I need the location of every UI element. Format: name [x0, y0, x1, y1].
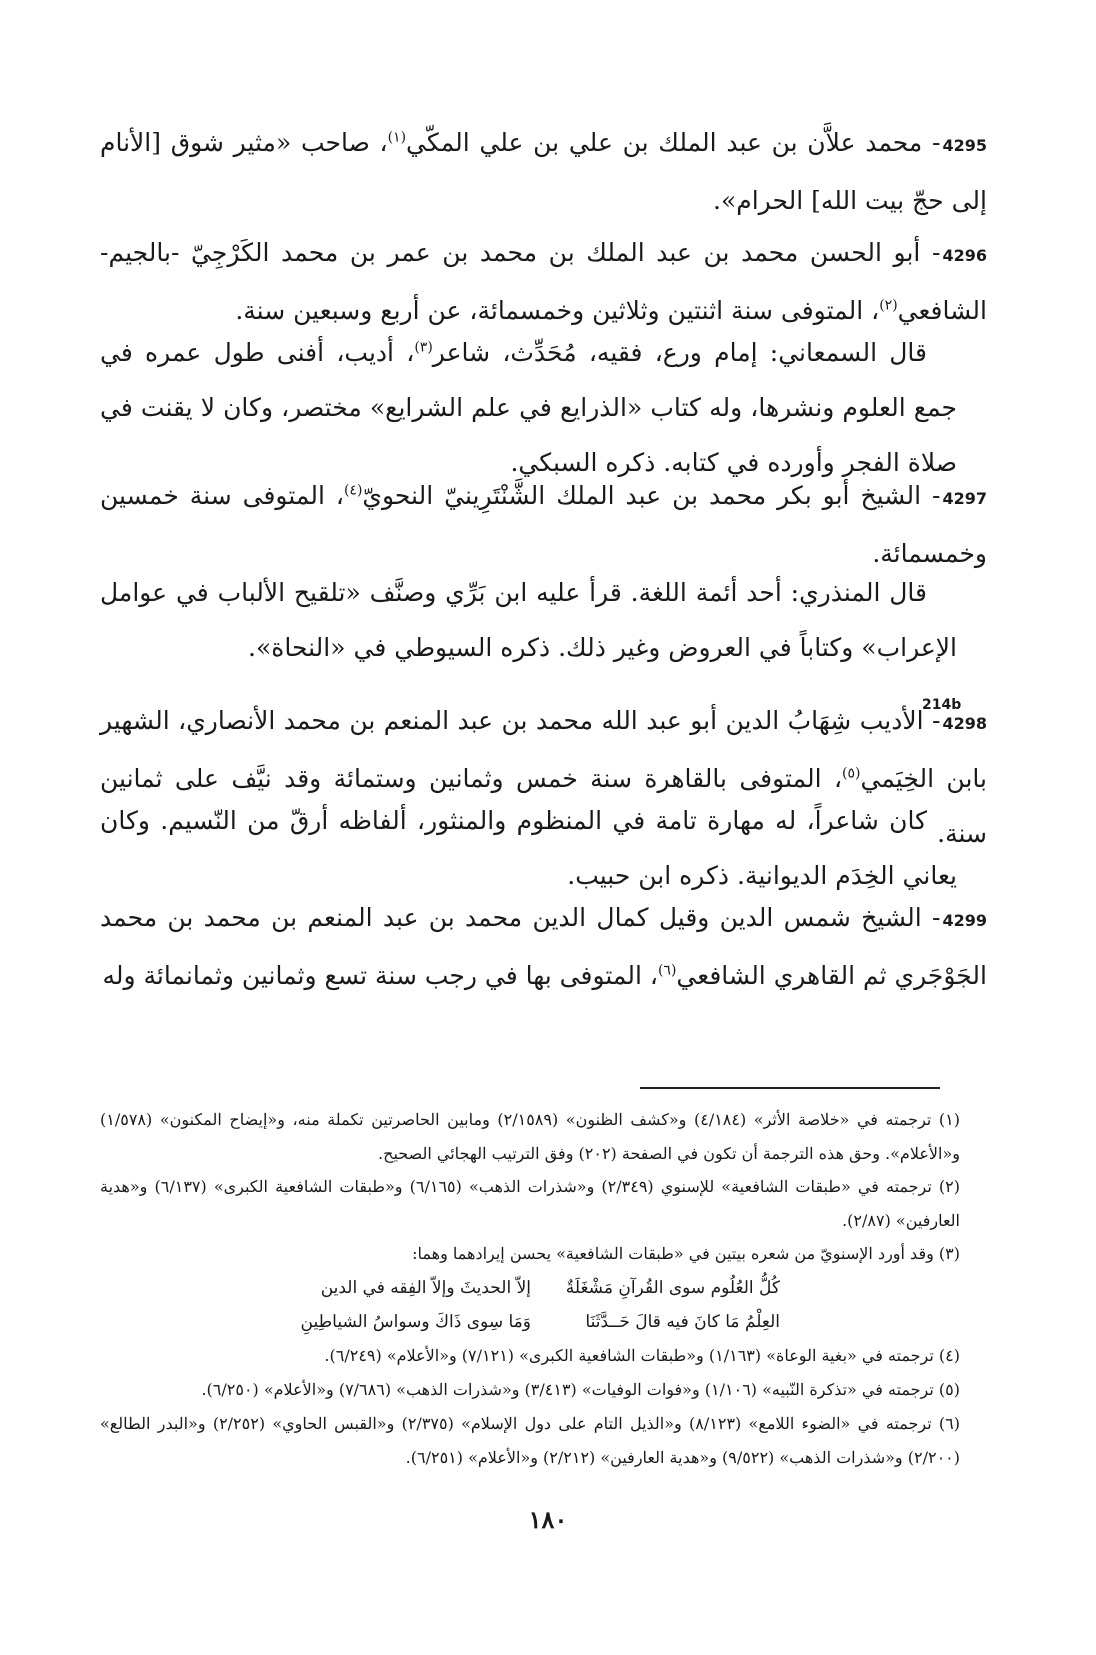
- entry-number: 4296: [942, 246, 987, 265]
- entry-number: 4295: [942, 136, 988, 155]
- footnote-1: (١) ترجمته في «خلاصة الأثر» (٤/١٨٤) و«كشف الظنون» (٢/١٥٨٩) ومابين الحاصرتين تكملة منه، و«إيضاح المكنون» (١/٥٧٨) و«الأعلام». وحق هذه الترجمة أن تكون في الصفحة (٢٠٢) وفق الترتيب الهجائي الصحيح.: [100, 1110, 961, 1163]
- verse-1-hemistich-b: إلاّ الحديثَ وإلاّ الفِقه في الدين: [320, 1278, 531, 1298]
- page-number: ١٨٠: [528, 1505, 568, 1534]
- footnote-2: (٢) ترجمته في «طبقات الشافعية» للإسنوي (٢/٣٤٩) و«شذرات الذهب» (٦/١٦٥) و«طبقات الشافعية الكبرى» (٦/١٣٧) و«هدية العارفين» (٢/٨٧).: [100, 1177, 961, 1230]
- entry-number: 4297: [942, 489, 987, 508]
- paragraph-text-after: ، أديب، أفنى طول عمره في جمع العلوم ونشرها، وله كتاب «الذرايع في علم الشرايع» مختصر، وكان لا يقنت في صلاة الفجر وأورده في كتابه. ذكره السبكي.: [100, 338, 957, 477]
- paragraph-text: قال المنذري: أحد أئمة اللغة. قرأ عليه ابن بَرِّي وصنَّف «تلقيح الألباب في عوامل الإعراب» وكتاباً في العروض وغير ذلك. ذكره السيوطي في «النحاة».: [100, 578, 957, 662]
- entry-4296-paragraph: [100, 325, 957, 490]
- footnote-ref: (٤): [343, 482, 363, 499]
- entry-4296: 4296- أبو الحسن محمد بن عبد الملك بن محمد بن عمر بن محمد الكَرْجِيّ -بالجيم- الشافعي$^{(٢)}$، المتوفى سنة اثنتين وثلاثين وخمسمائة، عن أربع وسبعين سنة.: [100, 238, 987, 325]
- entry-text-after: ، المتوفى سنة خمسين وخمسمائة.: [100, 481, 987, 568]
- footnote-ref: (٣): [414, 339, 433, 356]
- verse-2-hemistich-a: العِلْمُ مَا كانَ فيه قالَ حَــدَّثَنَا: [585, 1312, 780, 1332]
- manuscript-folio-marker: 214b: [922, 697, 962, 713]
- paragraph-text: قال السمعاني: إمام ورع، فقيه، مُحَدِّث، شاعر: [432, 338, 927, 367]
- entry-number: 4299: [942, 911, 987, 930]
- entry-text-after: ، صاحب «مثير شوق [الأنام إلى حجّ بيت الله] الحرام».: [100, 128, 987, 215]
- entry-4298: 4298- الأديب شِهَابُ الدين أبو عبد الله محمد بن عبد المنعم بن محمد الأنصاري، الشهير بابن الخِيَمي$^{(٥)}$، المتوفى بالقاهرة سنة خمس وثمانين وستمائة وقد نيَّف على ثمانين سنة.: [100, 706, 987, 848]
- footnote-ref: (٥): [842, 765, 861, 782]
- entry-text-after: ، المتوفى بها في رجب سنة تسع وثمانين وثمانمائة وله: [102, 961, 658, 990]
- entry-text: أبو الحسن محمد بن عبد الملك بن محمد بن عمر بن محمد الكَرْجِيّ -بالجيم- الشافعي: [100, 238, 987, 325]
- entry-text: محمد علاَّن بن عبد الملك بن علي بن علي المكّي: [406, 128, 923, 157]
- footnote-ref: (٢): [879, 297, 898, 314]
- entry-text: الشيخ شمس الدين وقيل كمال الدين محمد بن عبد المنعم بن محمد بن محمد الجَوْجَري ثم القاهري الشافعي: [100, 903, 987, 990]
- footnote-3: (٣) وقد أورد الإسنويّ من شعره بيتين في «طبقات الشافعية» يحسن إيرادهما وهما:: [412, 1244, 960, 1263]
- footnote-4: (٤) ترجمته في «بغية الوعاة» (١/١٦٣) و«طبقات الشافعية الكبرى» (٧/١٢١) و«الأعلام» (٦/٢٤٩).: [324, 1346, 960, 1365]
- entry-4295: 4295- محمد علاَّن بن عبد الملك بن علي بن علي المكّي$^{(١)}$، صاحب «مثير شوق [الأنام إلى حجّ بيت الله] الحرام».: [100, 128, 988, 215]
- footnote-ref: (٦): [657, 962, 677, 979]
- entry-text: الشيخ أبو بكر محمد بن عبد الملك الشَّنْتَرِينيّ النحويّ: [362, 481, 922, 510]
- footnote-ref: (١): [387, 129, 407, 146]
- verse-1-hemistich-a: كُلُّ العُلُوم سوى القُرآنِ مَشْغَلَةٌ: [565, 1278, 780, 1298]
- entry-4298-paragraph: [100, 793, 957, 903]
- entry-4297-paragraph: [100, 565, 957, 675]
- entry-text-after: ، المتوفى سنة اثنتين وثلاثين وخمسمائة، عن أربع وسبعين سنة.: [235, 296, 880, 325]
- footnote-6: (٦) ترجمته في «الضوء اللامع» (٨/١٢٣) و«الذيل التام على دول الإسلام» (٢/٣٧٥) و«القبس الحاوي» (٢/٢٥٢) و«البدر الطالع» (٢/٢٠٠) و«شذرات الذهب» (٩/٥٢٢) و«هدية العارفين» (٢/٢١٢) و«الأعلام» (٦/٢٥١).: [100, 1414, 961, 1467]
- entry-text-after: ، المتوفى بالقاهرة سنة خمس وثمانين وستمائة وقد نيَّف على ثمانين سنة.: [100, 764, 987, 848]
- entry-4299: 4299- الشيخ شمس الدين وقيل كمال الدين محمد بن عبد المنعم بن محمد بن محمد الجَوْجَري ثم القاهري الشافعي$^{(٦)}$، المتوفى بها في رجب سنة تسع وثمانين وثمانمائة وله: [100, 903, 987, 990]
- footnote-5: (٥) ترجمته في «تذكرة النّبيه» (١/١٠٦) و«فوات الوفيات» (٣/٤١٣) و«شذرات الذهب» (٧/٦٨٦) و«الأعلام» (٦/٢٥٠).: [201, 1380, 960, 1399]
- entry-text: الأديب شِهَابُ الدين أبو عبد الله محمد بن عبد المنعم بن محمد الأنصاري، الشهير بابن الخِيَمي: [100, 706, 987, 793]
- footnote-separator: [640, 1087, 940, 1089]
- entry-4297: 4297- الشيخ أبو بكر محمد بن عبد الملك الشَّنْتَرِينيّ النحويّ$^{(٤)}$، المتوفى سنة خمسين وخمسمائة.: [100, 481, 987, 568]
- entry-number: 4298: [942, 714, 987, 733]
- verse-2-hemistich-b: وَمَا سِوى ذَاكَ وسواسُ الشياطِينِ: [300, 1312, 531, 1332]
- paragraph-text: كان شاعراً، له مهارة تامة في المنظوم والمنثور، ألفاظه أرقّ من النّسيم. وكان يعاني الخِدَم الديوانية. ذكره ابن حبيب.: [100, 806, 957, 890]
